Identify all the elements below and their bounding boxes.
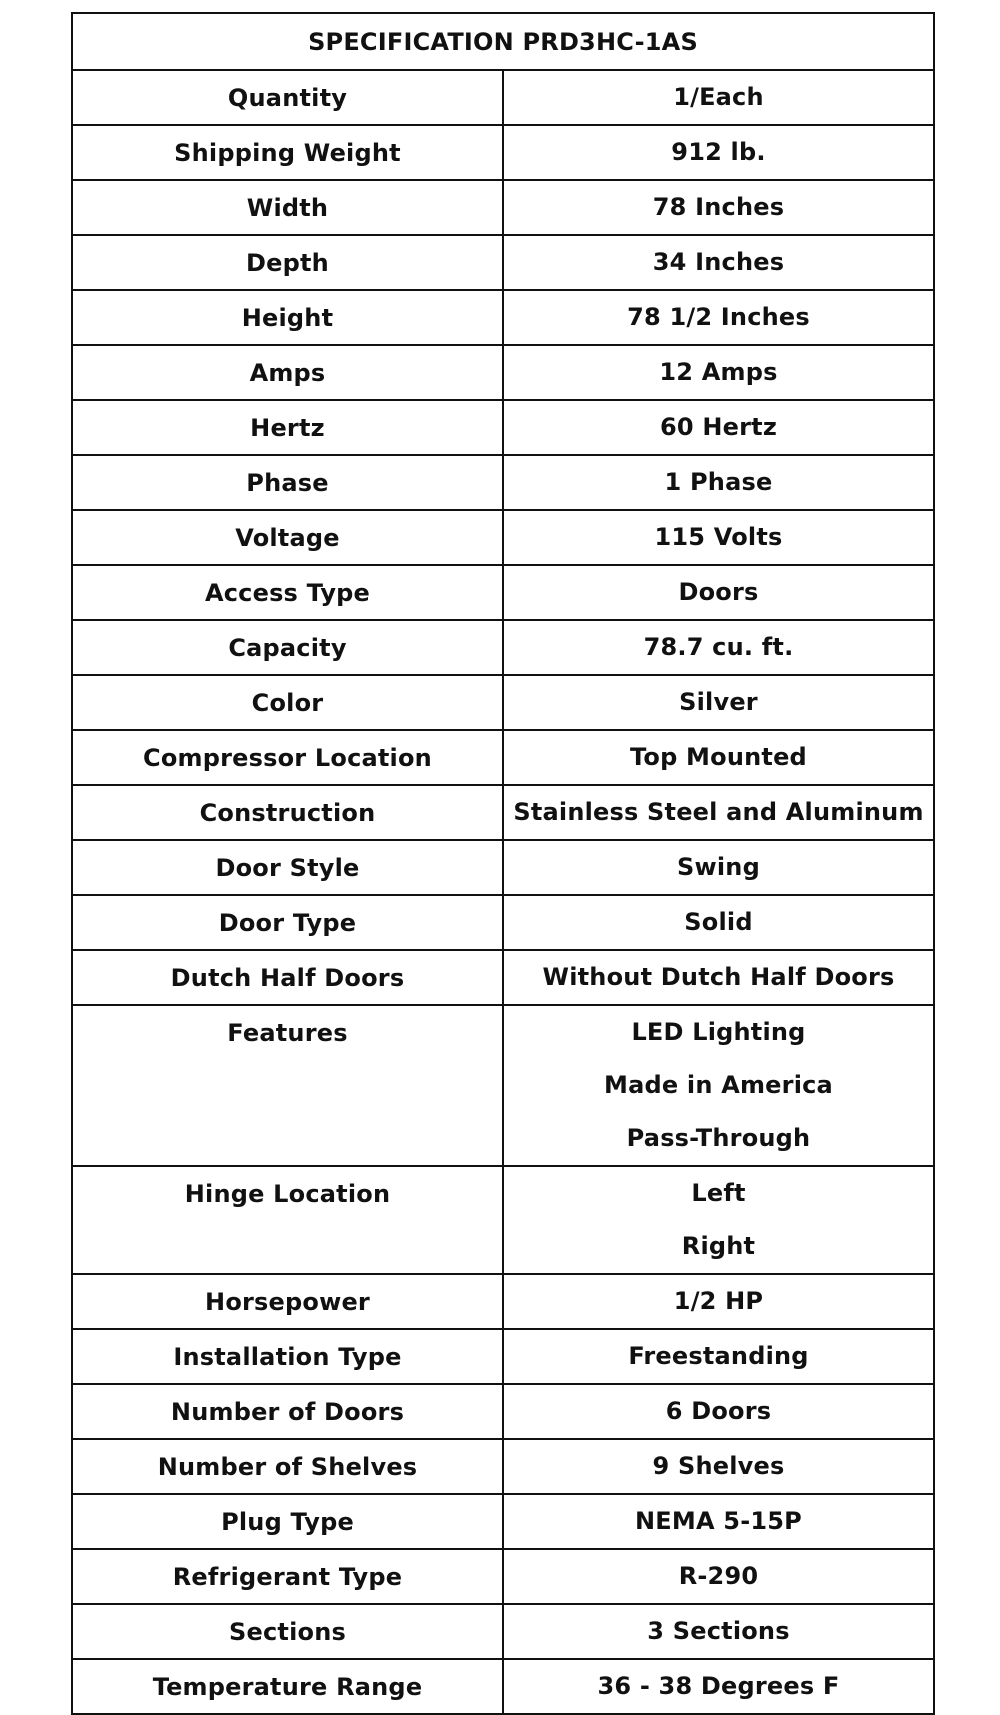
spec-value: Made in America	[604, 1071, 833, 1099]
spec-label: Construction	[199, 798, 376, 827]
spec-value: 60 Hertz	[660, 413, 777, 441]
spec-value: Right	[681, 1232, 756, 1260]
spec-value: Freestanding	[628, 1342, 809, 1370]
spec-label: Access Type	[204, 578, 371, 607]
table-row	[72, 1659, 934, 1714]
spec-value-cell	[503, 785, 934, 840]
spec-label: Quantity	[227, 83, 348, 112]
spec-label-cell	[72, 1384, 503, 1439]
table-row	[72, 1005, 934, 1166]
table-row	[72, 675, 934, 730]
table-row	[72, 1549, 934, 1604]
spec-value: 34 Inches	[652, 248, 785, 276]
spec-value: 78 1/2 Inches	[627, 303, 810, 331]
spec-value-cell	[503, 620, 934, 675]
table-row	[72, 1166, 934, 1274]
spec-label: Dutch Half Doors	[170, 963, 405, 992]
spec-label-cell	[72, 345, 503, 400]
spec-label: Door Type	[218, 908, 357, 937]
spec-label-cell	[72, 950, 503, 1005]
table-row	[72, 1604, 934, 1659]
spec-label: Door Style	[215, 853, 360, 882]
table-row	[72, 730, 934, 785]
spec-label-cell	[72, 840, 503, 895]
spec-value-cell	[503, 1005, 934, 1166]
spec-label: Height	[241, 303, 334, 332]
spec-label-cell	[72, 1439, 503, 1494]
table-row	[72, 1439, 934, 1494]
spec-value: Stainless Steel and Aluminum	[513, 798, 924, 826]
spec-value-cell	[503, 180, 934, 235]
spec-label-cell	[72, 1659, 503, 1714]
spec-value-cell	[503, 1329, 934, 1384]
spec-label-cell	[72, 235, 503, 290]
spec-label: Plug Type	[221, 1507, 354, 1536]
spec-label-cell	[72, 620, 503, 675]
spec-value: R-290	[678, 1562, 759, 1590]
table-row	[72, 290, 934, 345]
spec-label: Phase	[246, 468, 329, 497]
spec-value: NEMA 5-15P	[635, 1507, 802, 1535]
spec-value-cell	[503, 235, 934, 290]
spec-label-cell	[72, 125, 503, 180]
spec-value: Solid	[684, 908, 753, 936]
table-row	[72, 1384, 934, 1439]
spec-label-cell	[72, 675, 503, 730]
table-row	[72, 840, 934, 895]
table-row	[72, 400, 934, 455]
spec-label: Color	[251, 688, 324, 717]
spec-value: Swing	[677, 853, 760, 881]
table-row	[72, 455, 934, 510]
spec-value: 12 Amps	[659, 358, 778, 386]
table-row	[72, 70, 934, 125]
spec-label-cell	[72, 1329, 503, 1384]
spec-label: Capacity	[228, 633, 347, 662]
table-row	[72, 1274, 934, 1329]
spec-label-cell	[72, 1166, 503, 1274]
table-row	[72, 785, 934, 840]
spec-label-cell	[72, 1274, 503, 1329]
table-row	[72, 895, 934, 950]
spec-value: 1/2 HP	[673, 1287, 764, 1315]
spec-value: 912 lb.	[671, 138, 766, 166]
spec-value-cell	[503, 510, 934, 565]
spec-label: Shipping Weight	[174, 138, 401, 167]
spec-value-cell	[503, 840, 934, 895]
spec-value-cell	[503, 1166, 934, 1274]
spec-label: Horsepower	[205, 1287, 370, 1316]
spec-value: 78 Inches	[652, 193, 785, 221]
spec-value: 1 Phase	[664, 468, 773, 496]
spec-value-cell	[503, 1384, 934, 1439]
table-row	[72, 235, 934, 290]
table-row	[72, 565, 934, 620]
table-title: SPECIFICATION PRD3HC-1AS	[72, 13, 934, 70]
table-row	[72, 125, 934, 180]
spec-value: 6 Doors	[665, 1397, 772, 1425]
spec-label: Hinge Location	[184, 1180, 391, 1208]
spec-value-cell	[503, 455, 934, 510]
spec-value: 3 Sections	[647, 1617, 790, 1645]
table-row	[72, 510, 934, 565]
spec-value: 115 Volts	[654, 523, 783, 551]
spec-label: Number of Shelves	[157, 1452, 418, 1481]
spec-value: 1/Each	[673, 83, 764, 111]
spec-value: 36 - 38 Degrees F	[597, 1672, 840, 1700]
spec-value: LED Lighting	[631, 1018, 806, 1046]
spec-label: Voltage	[235, 523, 340, 552]
spec-label-cell	[72, 565, 503, 620]
spec-value: Pass-Through	[626, 1124, 811, 1152]
spec-value: 9 Shelves	[652, 1452, 785, 1480]
spec-value-cell	[503, 400, 934, 455]
spec-value-cell	[503, 950, 934, 1005]
spec-label: Temperature Range	[152, 1672, 423, 1701]
spec-value-cell	[503, 70, 934, 125]
spec-label: Width	[246, 193, 329, 222]
table-row	[72, 950, 934, 1005]
spec-value-cell	[503, 1549, 934, 1604]
spec-label-cell	[72, 1005, 503, 1166]
spec-value: Left	[691, 1179, 746, 1207]
table-row	[72, 345, 934, 400]
spec-label-cell	[72, 730, 503, 785]
spec-label: Number of Doors	[170, 1397, 405, 1426]
spec-value-cell	[503, 290, 934, 345]
spec-label-cell	[72, 290, 503, 345]
spec-value-cell	[503, 1604, 934, 1659]
spec-value-cell	[503, 1274, 934, 1329]
spec-label-cell	[72, 400, 503, 455]
table-row	[72, 1329, 934, 1384]
spec-label-cell	[72, 455, 503, 510]
spec-label: Depth	[246, 248, 329, 277]
spec-value-cell	[503, 730, 934, 785]
spec-value: 78.7 cu. ft.	[643, 633, 794, 661]
spec-label: Refrigerant Type	[172, 1562, 403, 1591]
table-body	[72, 70, 934, 1714]
table-header-row	[72, 13, 934, 70]
spec-label-cell	[72, 1494, 503, 1549]
spec-label-cell	[72, 895, 503, 950]
table-row	[72, 180, 934, 235]
table-row	[72, 620, 934, 675]
spec-value: Silver	[679, 688, 758, 716]
spec-label-cell	[72, 70, 503, 125]
spec-value-cell	[503, 345, 934, 400]
spec-label: Installation Type	[173, 1342, 402, 1371]
spec-value-cell	[503, 895, 934, 950]
spec-value: Without Dutch Half Doors	[542, 963, 895, 991]
specification-table	[71, 12, 935, 1715]
spec-value-cell	[503, 1439, 934, 1494]
spec-value-cell	[503, 565, 934, 620]
spec-value-cell	[503, 675, 934, 730]
spec-label: Sections	[229, 1617, 346, 1646]
spec-value: Doors	[678, 578, 759, 606]
spec-value-cell	[503, 125, 934, 180]
spec-label: Compressor Location	[143, 743, 432, 772]
spec-value: Top Mounted	[630, 743, 807, 771]
spec-label: Features	[227, 1019, 348, 1047]
spec-label: Hertz	[250, 413, 325, 442]
spec-value-cell	[503, 1494, 934, 1549]
spec-label: Amps	[249, 358, 326, 387]
table-row	[72, 1494, 934, 1549]
spec-value-cell	[503, 1659, 934, 1714]
spec-label-cell	[72, 1604, 503, 1659]
spec-label-cell	[72, 180, 503, 235]
spec-label-cell	[72, 1549, 503, 1604]
spec-label-cell	[72, 510, 503, 565]
spec-label-cell	[72, 785, 503, 840]
